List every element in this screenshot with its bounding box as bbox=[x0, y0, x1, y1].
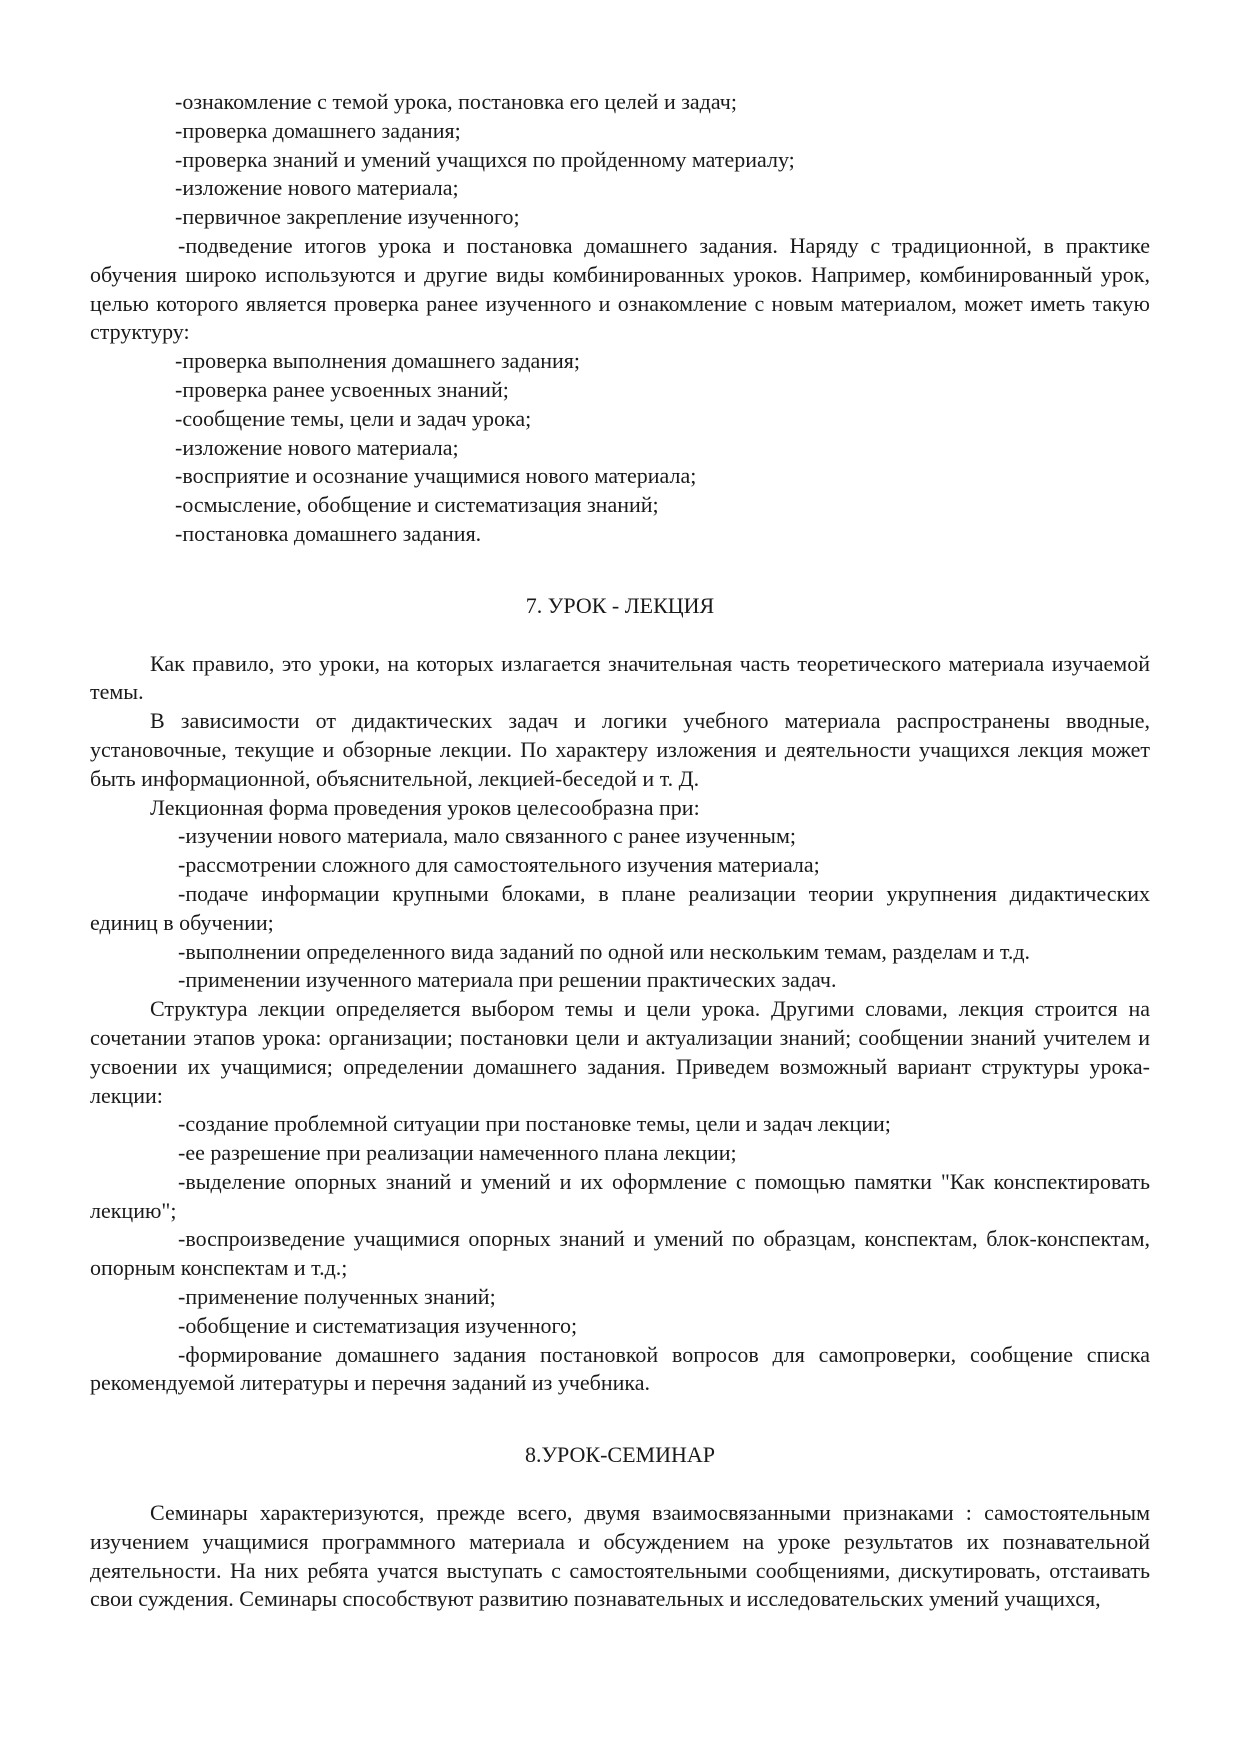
list-item: -рассмотрении сложного для самостоятельного изучения материала; bbox=[178, 852, 820, 878]
section-8-paragraph-1: Семинары характеризуются, прежде всего, двумя взаимосвязанными признаками : самостоятельным изучением учащимися программного материала и обсуждением на уроке результатов их познавательной деятельности. На них ребята учатся выступать с самостоятельными сообщениями, дискутировать, отстаивать свои суждения. Семинары способствуют развитию познавательных и исследовательских умений учащихся, bbox=[90, 1500, 1150, 1612]
list-item: -выполнении определенного вида заданий по одной или нескольким темам, разделам и т.д. bbox=[178, 938, 1031, 964]
list-item: -проверка домашнего задания; bbox=[175, 117, 461, 143]
list-item: -восприятие и осознание учащимися нового материала; bbox=[175, 463, 697, 489]
list-item: -формирование домашнего задания постановкой вопросов для самопроверки, сообщение списка рекомендуемой литературы и перечня заданий из учебника. bbox=[90, 1341, 1150, 1396]
list-item: -осмысление, обобщение и систематизация знаний; bbox=[175, 492, 659, 518]
list-item: -проверка выполнения домашнего задания; bbox=[175, 348, 581, 374]
list-item: -воспроизведение учащимися опорных знаний и умений по образцам, конспектам, блок-конспектам, опорным конспектам и т.д.; bbox=[90, 1226, 1150, 1281]
list-item: -ознакомление с темой урока, постановка его целей и задач; bbox=[175, 89, 737, 114]
list-item: -выделение опорных знаний и умений и их оформление с помощью памятки "Как конспектировать лекцию"; bbox=[90, 1168, 1150, 1223]
list-item: -создание проблемной ситуации при постановке темы, цели и задач лекции; bbox=[178, 1111, 891, 1137]
list-item: -проверка ранее усвоенных знаний; bbox=[175, 376, 509, 402]
section-7-heading: 7. УРОК - ЛЕКЦИЯ bbox=[525, 592, 715, 618]
lecture-structure-list bbox=[90, 1110, 1150, 1398]
list-item: -изложение нового материала; bbox=[175, 434, 459, 460]
list-item: -изучении нового материала, мало связанного с ранее изученным; bbox=[178, 823, 796, 849]
list-item: -ее разрешение при реализации намеченного плана лекции; bbox=[178, 1140, 737, 1166]
structure-list bbox=[90, 347, 1150, 549]
lecture-conditions-list bbox=[90, 822, 1150, 995]
list-item: -изложение нового материала; bbox=[175, 175, 459, 201]
list-item: -постановка домашнего задания. bbox=[175, 520, 482, 546]
list-item: -применении изученного материала при решении практических задач. bbox=[178, 967, 837, 993]
list-item: -первичное закрепление изученного; bbox=[175, 204, 520, 230]
summary-paragraph: -подведение итогов урока и постановка домашнего задания. Наряду с традиционной, в практике обучения широко используются и другие виды комбинированных уроков. Например, комбинированный урок, целью которого является проверка ранее изученного и ознакомление с новым материалом, может иметь такую структуру: bbox=[90, 232, 1150, 345]
section-7-paragraph-3: Лекционная форма проведения уроков целесообразна при: bbox=[150, 794, 700, 820]
intro-list bbox=[90, 88, 1150, 232]
section-8-heading: 8.УРОК-СЕМИНАР bbox=[524, 1442, 716, 1468]
list-item: -сообщение темы, цели и задач урока; bbox=[175, 405, 532, 431]
list-item: -применение полученных знаний; bbox=[178, 1284, 496, 1310]
page-content bbox=[90, 88, 1150, 1614]
list-item: -обобщение и систематизация изученного; bbox=[178, 1312, 578, 1338]
section-7-paragraph-4: Структура лекции определяется выбором темы и цели урока. Другими словами, лекция строится на сочетании этапов урока: организации; постановки цели и актуализации знаний; сообщении знаний учителем и усвоении их учащимися; определении домашнего задания. Приведем возможный вариант структуры урока-лекции: bbox=[90, 996, 1150, 1108]
list-item: -подаче информации крупными блоками, в плане реализации теории укрупнения дидактических единиц в обучении; bbox=[90, 880, 1150, 935]
section-7-paragraph-1: Как правило, это уроки, на которых излагается значительная часть теоретического материала изучаемой темы. bbox=[90, 650, 1150, 705]
list-item: -проверка знаний и умений учащихся по пройденному материалу; bbox=[175, 146, 795, 172]
section-7-paragraph-2: В зависимости от дидактических задач и логики учебного материала распространены вводные, установочные, текущие и обзорные лекции. По характеру изложения и деятельности учащихся лекция может быть информационной, объяснительной, лекцией-беседой и т. Д. bbox=[90, 708, 1150, 791]
